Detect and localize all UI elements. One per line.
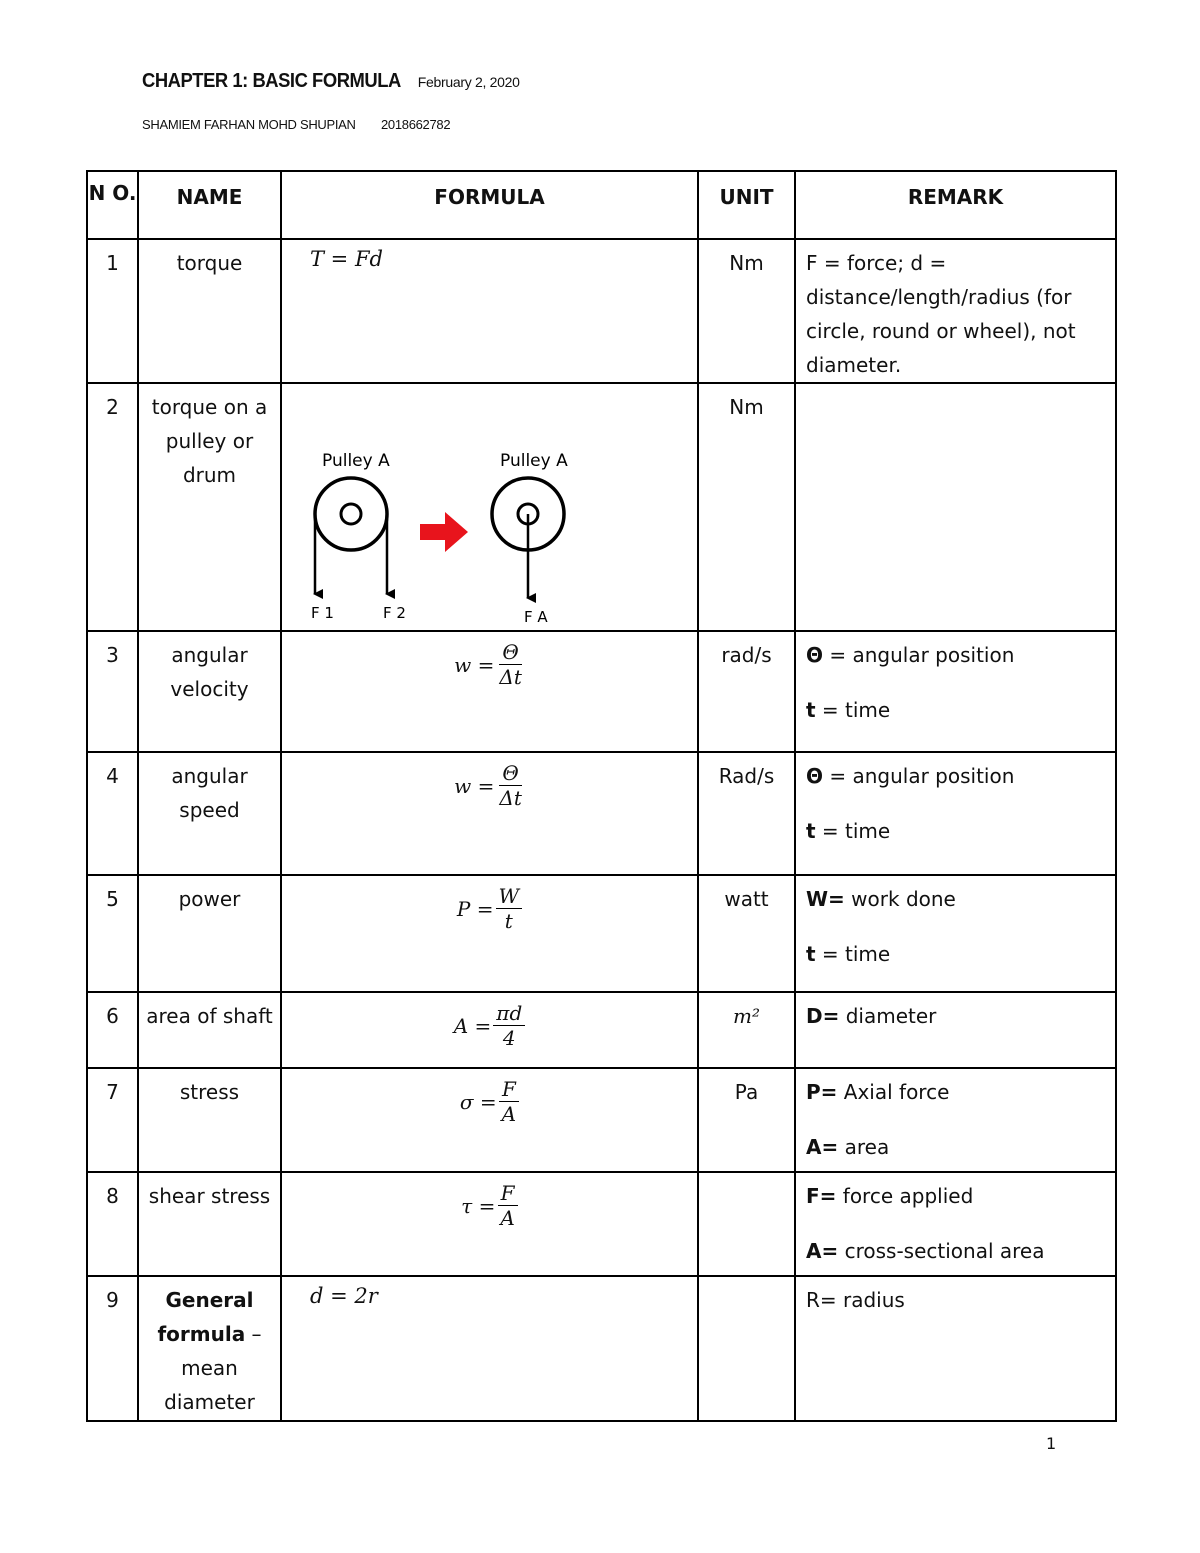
pulley-left-wheel xyxy=(315,478,387,550)
author-name: SHAMIEM FARHAN MOHD SHUPIAN xyxy=(142,117,356,132)
pulley-diagram-cell xyxy=(281,383,698,631)
row-unit: Pa xyxy=(698,1068,795,1172)
row-name: angular speed xyxy=(138,752,281,875)
row-name: General formula – mean diameter xyxy=(138,1276,281,1421)
header-formula: FORMULA xyxy=(281,171,698,239)
page-title xyxy=(142,70,520,93)
row-remark: F = force; d = distance/length/radius (for circle, round or wheel), not diameter. xyxy=(795,239,1116,383)
table-row xyxy=(87,1068,1116,1172)
chapter-title: CHAPTER 1: BASIC FORMULA xyxy=(142,70,401,92)
torque-formula: T = Fd xyxy=(310,247,383,271)
label-f2: F 2 xyxy=(383,604,406,622)
pulley-left-hub xyxy=(341,504,361,524)
table-row xyxy=(87,752,1116,875)
row-name: torque xyxy=(138,239,281,383)
row-remark: F= force applied A= cross-sectional area xyxy=(795,1172,1116,1276)
page-number: 1 xyxy=(1046,1434,1057,1453)
header-remark: REMARK xyxy=(795,171,1116,239)
header-unit: UNIT xyxy=(698,171,795,239)
row-formula: w = $\frac{\Theta}{\Delta t}$ xyxy=(281,752,698,875)
row-remark: Θ = angular position t = time xyxy=(795,752,1116,875)
table-row xyxy=(87,992,1116,1068)
table-row xyxy=(87,239,1116,383)
row-number: 1 xyxy=(87,239,138,383)
row-remark: D= diameter xyxy=(795,992,1116,1068)
mean-diameter-formula: d = 2r xyxy=(310,1284,378,1308)
label-f1: F 1 xyxy=(311,604,334,622)
row-formula: A = $\frac{\pi d}{4}$ xyxy=(281,992,698,1068)
document-date: February 2, 2020 xyxy=(417,74,520,90)
table-header-row xyxy=(87,171,1116,239)
row-name: stress xyxy=(138,1068,281,1172)
row-formula: P = $\frac{W}{t}$ xyxy=(281,875,698,992)
row-name: angular velocity xyxy=(138,631,281,752)
table-row xyxy=(87,631,1116,752)
row-formula: w = $\frac{\Theta}{\Delta t}$ xyxy=(281,631,698,752)
row-remark: P= Axial force A= area xyxy=(795,1068,1116,1172)
row-number: 7 xyxy=(87,1068,138,1172)
pulley-diagram xyxy=(282,384,697,630)
table-row xyxy=(87,1276,1116,1421)
row-unit: watt xyxy=(698,875,795,992)
row-unit: Rad/s xyxy=(698,752,795,875)
student-id: 2018662782 xyxy=(380,117,451,132)
row-name: shear stress xyxy=(138,1172,281,1276)
row-formula: σ = $\frac{F}{A}$ xyxy=(281,1068,698,1172)
pulley-left-label: Pulley A xyxy=(322,451,390,471)
row-number: 6 xyxy=(87,992,138,1068)
formula-table xyxy=(86,170,1117,1422)
pulley-right-label: Pulley A xyxy=(500,451,568,471)
row-unit xyxy=(698,1172,795,1276)
row-name: torque on a pulley or drum xyxy=(138,383,281,631)
row-remark: R= radius xyxy=(795,1276,1116,1421)
transform-arrow-icon xyxy=(420,512,468,552)
row-unit xyxy=(698,1276,795,1421)
row-remark: W= work done t = time xyxy=(795,875,1116,992)
row-formula xyxy=(281,239,698,383)
header-name: NAME xyxy=(138,171,281,239)
header-no: N O. xyxy=(87,171,138,239)
row-unit: Nm xyxy=(698,383,795,631)
row-remark: Θ = angular position t = time xyxy=(795,631,1116,752)
row-number: 4 xyxy=(87,752,138,875)
author-line xyxy=(142,117,450,132)
row-unit: Nm xyxy=(698,239,795,383)
row-number: 9 xyxy=(87,1276,138,1421)
table-row xyxy=(87,383,1116,631)
table-row xyxy=(87,875,1116,992)
row-formula xyxy=(281,1276,698,1421)
row-formula: τ = $\frac{F}{A}$ xyxy=(281,1172,698,1276)
row-name: area of shaft xyxy=(138,992,281,1068)
row-number: 5 xyxy=(87,875,138,992)
table-row xyxy=(87,1172,1116,1276)
label-fa: F A xyxy=(524,608,548,626)
row-name: power xyxy=(138,875,281,992)
row-remark xyxy=(795,383,1116,631)
row-number: 2 xyxy=(87,383,138,631)
row-unit: m² xyxy=(698,992,795,1068)
row-number: 3 xyxy=(87,631,138,752)
row-number: 8 xyxy=(87,1172,138,1276)
row-unit: rad/s xyxy=(698,631,795,752)
